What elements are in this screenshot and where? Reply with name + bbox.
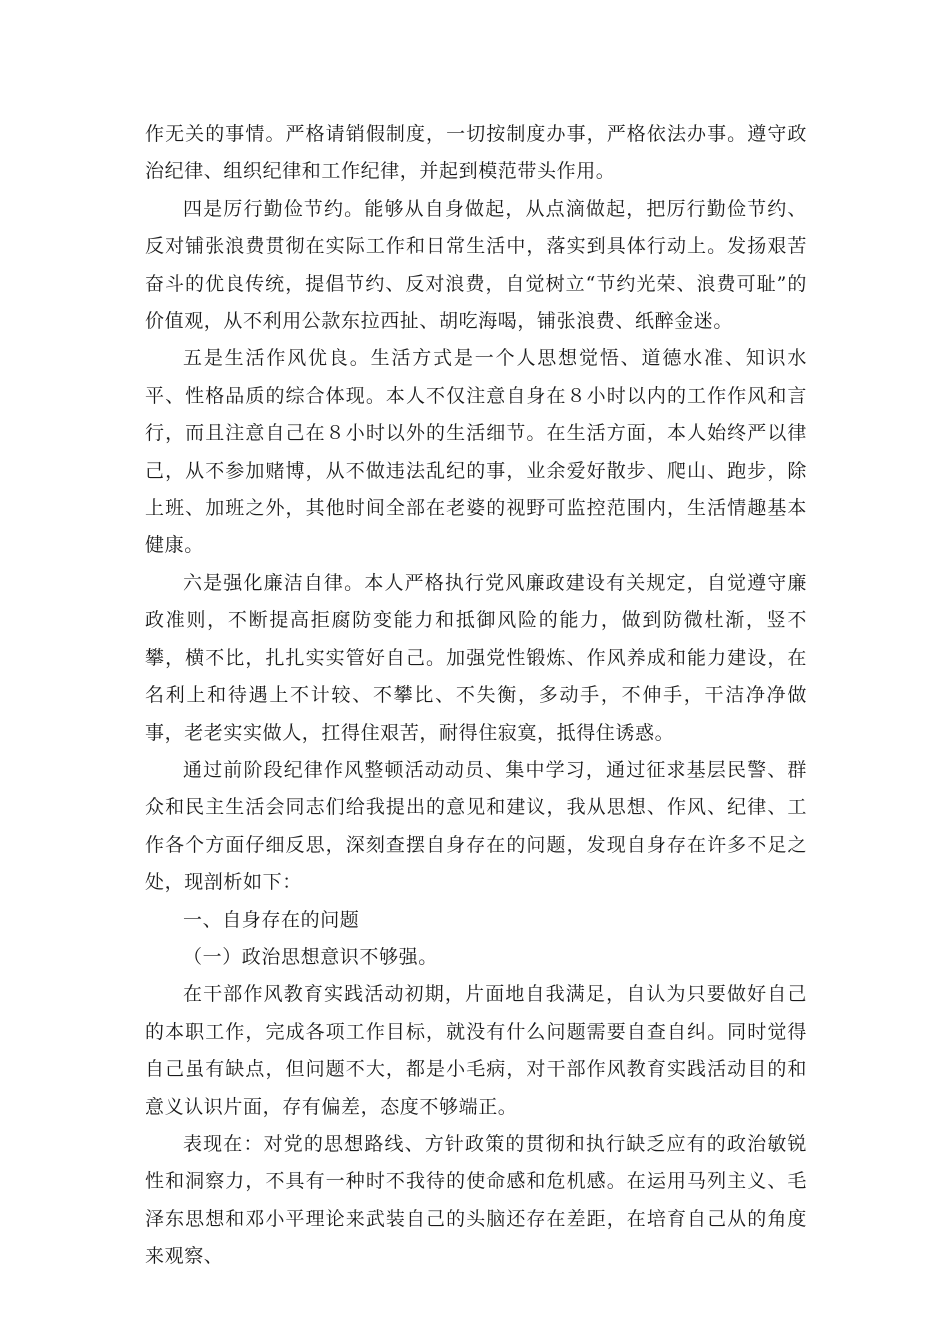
paragraph: 作无关的事情。严格请销假制度，一切按制度办事，严格依法办事。遵守政治纪律、组织纪律和工作纪律，并起到模范带头作用。 bbox=[145, 123, 807, 183]
paragraph: 表现在：对党的思想路线、方针政策的贯彻和执行缺乏应有的政治敏锐性和洞察力，不具有一种时不我待的使命感和危机感。在运用马列主义、毛泽东思想和邓小平理论来武装自己的头脑还存在差距，在培育自己从的角度来观察、 bbox=[145, 1132, 807, 1268]
section-heading: 一、自身存在的问题 bbox=[183, 908, 360, 931]
paragraph: 四是厉行勤俭节约。能够从自身做起，从点滴做起，把厉行勤俭节约、反对铺张浪费贯彻在实际工作和日常生活中，落实到具体行动上。发扬艰苦奋斗的优良传统，提倡节约、反对浪费，自觉树立“节约光荣、浪费可耻”的价值观，从不利用公款东拉西扯、胡吃海喝，铺张浪费、纸醉金迷。 bbox=[145, 197, 807, 333]
subsection-heading: （一）政治思想意识不够强。 bbox=[183, 945, 438, 968]
document-body bbox=[145, 116, 807, 1276]
paragraph: 通过前阶段纪律作风整顿活动动员、集中学习，通过征求基层民警、群众和民主生活会同志们给我提出的意见和建议，我从思想、作风、纪律、工作各个方面仔细反思，深刻查摆自身存在的问题，发现自身存在许多不足之处，现剖析如下： bbox=[145, 758, 807, 894]
paragraph: 五是生活作风优良。生活方式是一个人思想觉悟、道德水准、知识水平、性格品质的综合体现。本人不仅注意自身在８小时以内的工作作风和言行，而且注意自己在８小时以外的生活细节。在生活方面，本人始终严以律己，从不参加赌博，从不做违法乱纪的事，业余爱好散步、爬山、跑步，除上班、加班之外，其他时间全部在老婆的视野可监控范围内，生活情趣基本健康。 bbox=[145, 347, 807, 557]
paragraph: 在干部作风教育实践活动初期，片面地自我满足，自认为只要做好自己的本职工作，完成各项工作目标，就没有什么问题需要自查自纠。同时觉得自己虽有缺点，但问题不大，都是小毛病，对干部作风教育实践活动目的和意义认识片面，存有偏差，态度不够端正。 bbox=[145, 983, 807, 1118]
paragraph: 六是强化廉洁自律。本人严格执行党风廉政建设有关规定，自觉遵守廉政准则，不断提高拒腐防变能力和抵御风险的能力，做到防微杜渐，竖不攀，横不比，扎扎实实管好自己。加强党性锻炼、作风养成和能力建设，在名利上和待遇上不计较、不攀比、不失衡，多动手，不伸手，干洁净净做事，老老实实做人，扛得住艰苦，耐得住寂寞，抵得住诱惑。 bbox=[145, 571, 807, 744]
